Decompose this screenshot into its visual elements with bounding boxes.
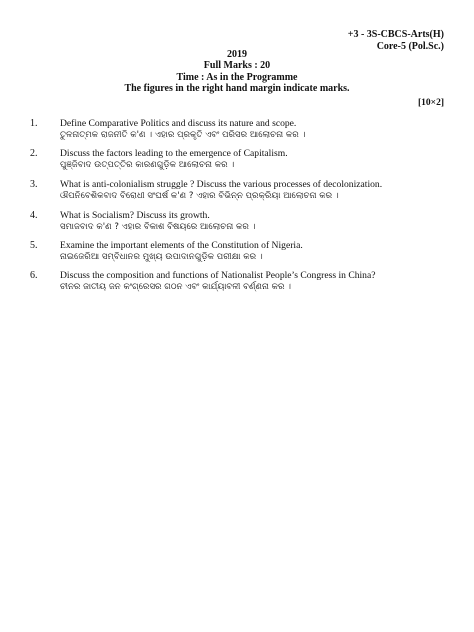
full-marks: Full Marks : 20	[203, 60, 271, 71]
question-number: 6.	[30, 270, 38, 281]
question-translation: ନାଇଜେରିଆ ସମ୍ବିଧାନର ମୁଖ୍ୟ ଉପାଦାନଗୁଡ଼ିକ ପରୀକ୍ଷା କର ।	[60, 252, 263, 262]
marks-instruction: The figures in the right hand margin indicate marks.	[124, 83, 350, 94]
exam-year: 2019	[227, 49, 247, 60]
question-number: 4.	[30, 210, 38, 221]
question-translation: ପୁଞ୍ଜିବାଦ ଉତ୍ପତ୍ତିର କାରଣଗୁଡ଼ିକ ଆଲୋଚନା କର ।	[60, 160, 235, 170]
question-text: Examine the important elements of the Constitution of Nigeria.	[60, 240, 303, 251]
question-translation: ସମାଜବାଦ କ'ଣ ? ଏହାର ବିକାଶ ବିଷୟରେ ଆଲୋଚନା କର ।	[60, 222, 256, 232]
question-text: Define Comparative Politics and discuss its nature and scope.	[60, 118, 297, 129]
question-number: 2.	[30, 148, 38, 159]
question-text: What is Socialism? Discuss its growth.	[60, 210, 210, 221]
question-number: 1.	[30, 118, 38, 129]
paper-code: Core-5 (Pol.Sc.)	[376, 41, 444, 52]
question-number: 3.	[30, 179, 38, 190]
exam-time: Time : As in the Programme	[176, 72, 298, 83]
question-text: What is anti-colonialism struggle ? Discuss the various processes of decolonization.	[60, 179, 383, 190]
question-translation: ତୁଳନାତ୍ମକ ରାଜନୀତି କ'ଣ । ଏହାର ପ୍ରକୃତି ଏବଂ ପରିସର ଆଲୋଚନା କର ।	[60, 130, 306, 140]
question-translation: ଔପନିବେଶିକବାଦ ବିରୋଧୀ ସଂଘର୍ଷ କ'ଣ ? ଏହାର ବିଭିନ୍ନ ପ୍ରକ୍ରିୟା ଆଲୋଚନା କର ।	[60, 191, 339, 201]
course-code: +3 - 3S-CBCS-Arts(H)	[347, 29, 444, 40]
marks-scheme: [10×2]	[418, 98, 444, 108]
question-number: 5.	[30, 240, 38, 251]
question-text: Discuss the factors leading to the emergence of Capitalism.	[60, 148, 288, 159]
question-translation: ଚୀନର ଜାତୀୟ ଜନ କଂଗ୍ରେସର ଗଠନ ଏବଂ କାର୍ଯ୍ୟାବଳୀ ବର୍ଣ୍ଣନା କର ।	[60, 282, 292, 292]
question-text: Discuss the composition and functions of Nationalist People’s Congress in China?	[60, 270, 376, 281]
